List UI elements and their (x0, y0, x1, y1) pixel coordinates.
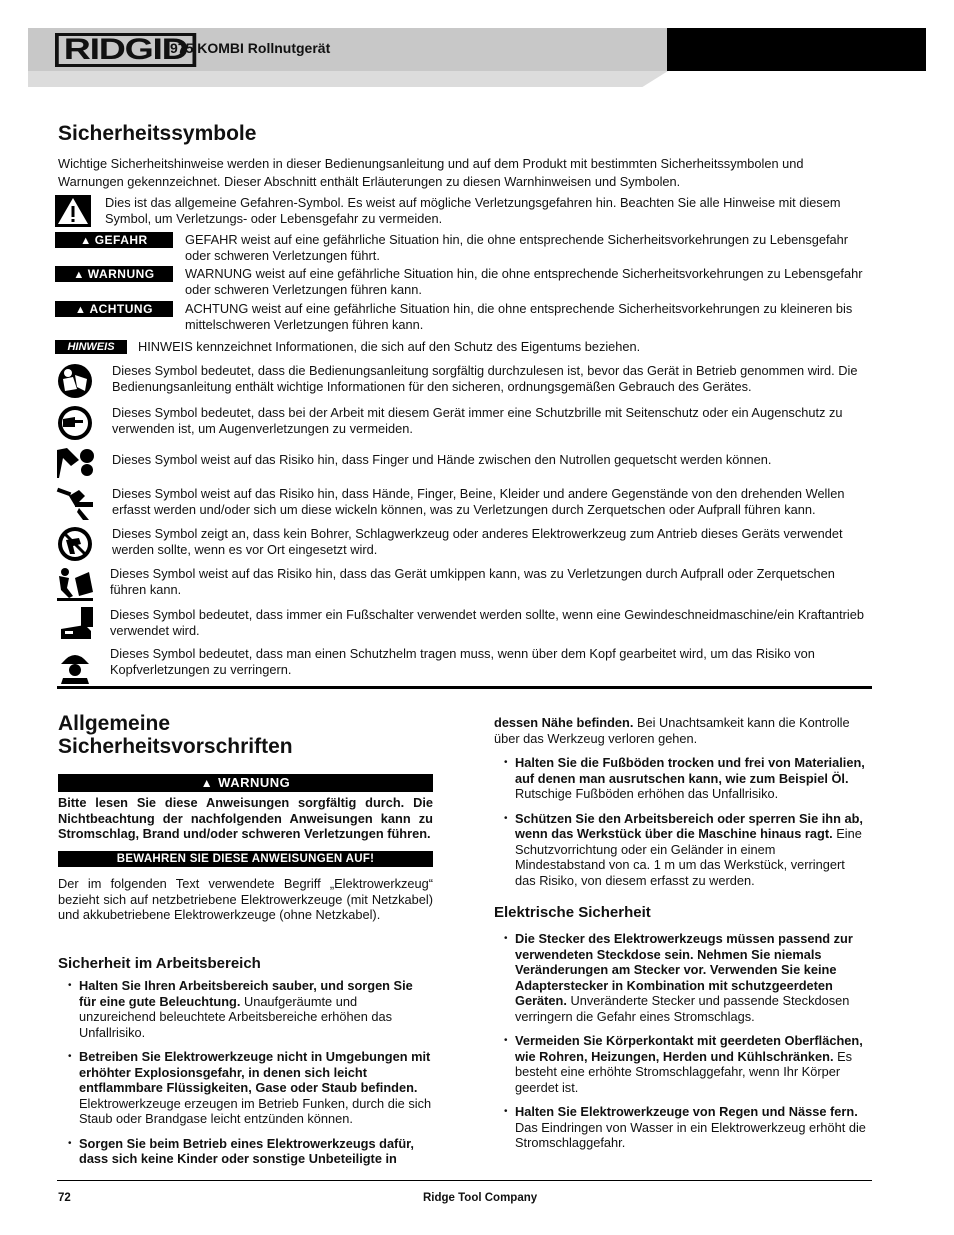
section-title-symbols: Sicherheitssymbole (58, 122, 257, 145)
definition-paragraph: Der im folgenden Text verwendete Begriff „Elektrowerkzeug“ bezieht sich auf netzbetriebene Elektrowerkzeuge (mit Netzkabel) und akkubetriebene Elektrowerkzeuge (ohne Netzkabel). (58, 876, 433, 922)
achtung-row (55, 301, 870, 333)
header-shadow (28, 71, 668, 87)
footer-company: Ridge Tool Company (423, 1192, 538, 1204)
warning-banner: ▲ WARNUNG (58, 774, 433, 792)
helmet-row (55, 646, 870, 684)
helmet-text: Dieses Symbol bedeutet, dass man einen Schutzhelm tragen muss, wenn über dem Kopf gearbeitet wird, um das Risiko von Kopfverletzungen zu verringern. (110, 646, 815, 677)
keep-instructions-banner: BEWAHREN SIE DIESE ANWEISUNGEN AUF! (58, 851, 433, 867)
foot-switch-icon (55, 607, 95, 643)
hinweis-badge: HINWEIS (55, 340, 127, 354)
entangle-row (55, 486, 870, 522)
list-item: • Halten Sie die Fußböden trocken und frei von Materialien, auf denen man ausrutschen kann, wie zum Beispiel Öl. Rutschige Fußböden erhöhen das Unfallrisiko. (494, 755, 868, 802)
ridgid-logo: RIDGID (55, 33, 196, 67)
hard-hat-icon (55, 646, 95, 684)
list-item: • Schützen Sie den Arbeitsbereich oder sperren Sie ihn ab, wenn das Werkstück über die Maschine hinaus ragt. Eine Schutzvorrichtung oder ein Geländer in einem Mindestabstand von ca. 1 m um das Werkstück, verringert das Risiko, von diesem erfasst zu werden. (494, 811, 868, 889)
work-area-list (58, 978, 433, 1176)
list-item: • Sorgen Sie beim Betrieb eines Elektrowerkzeugs dafür, dass sich keine Kinder oder sonstige Unbeteiligte in (58, 1136, 433, 1167)
nodrill-row (55, 526, 870, 562)
section-divider (57, 686, 872, 689)
list-item: • Die Stecker des Elektrowerkzeugs müssen passend zur verwendeten Steckdose sein. Nehmen Sie niemals Veränderungen am Stecker vor. Verwenden Sie keine Adapterstecker in Kombination mit schutzgeerdeten Geräten. Unveränderte Stecker und passende Steckdosen verringern die Gefahr eines Stromschlags. (494, 931, 868, 1024)
page-number: 72 (58, 1192, 71, 1204)
warnung-row (55, 266, 870, 298)
tip-over-icon (55, 566, 95, 602)
tip-text: Dieses Symbol weist auf das Risiko hin, dass das Gerät umkippen kann, was zu Verletzungen durch Aufprall oder Zerquetschen führen kann. (110, 566, 835, 597)
electrical-list (494, 931, 868, 1160)
list-item: dessen Nähe befinden. Bei Unachtsamkeit kann die Kontrolle über das Werkzeug verloren gehen. (494, 715, 850, 746)
entangle-text: Dieses Symbol weist auf das Risiko hin, dass Hände, Finger, Beine, Kleider und andere Gegenstände von den drehenden Wellen erfasst werden und/oder sich um diese wickeln können, was zu Verletzungen durch Zerquetschen oder Aufprall führen kann. (112, 486, 845, 517)
goggles-text: Dieses Symbol bedeutet, dass bei der Arbeit mit diesem Gerät immer eine Schutzbrille mit Seitenschutz oder ein Augenschutz zu verwenden ist, um Augenverletzungen zu vermeiden. (112, 405, 843, 436)
read-manual-icon (55, 363, 95, 399)
hazard-row (55, 195, 870, 229)
hinweis-text: HINWEIS kennzeichnet Informationen, die sich auf den Schutz des Eigentums beziehen. (138, 339, 641, 354)
gefahr-badge: ▲ GEFAHR (55, 232, 173, 248)
section-title-general: Allgemeine Sicherheitsvorschriften (58, 712, 293, 758)
hazard-text: Dies ist das allgemeine Gefahren-Symbol. Es weist auf mögliche Verletzungsgefahren hin. Beachten Sie alle Hinweise mit diesem Symbol, um Verletzungs- oder Lebensgefahr zu vermeiden. (105, 195, 841, 226)
list-item: • Vermeiden Sie Körperkontakt mit geerdeten Oberflächen, wie Rohren, Heizungen, Herden und Kühlschränken. Es besteht eine erhöhte Stromschlaggefahr, wenn Ihr Körper geerdet ist. (494, 1033, 868, 1095)
warning-triangle-icon: ▲ (73, 269, 85, 281)
finger-crush-icon (55, 444, 95, 480)
warning-triangle-icon: ▲ (75, 304, 87, 316)
warning-paragraph: Bitte lesen Sie diese Anweisungen sorgfältig durch. Die Nichtbeachtung der nachfolgenden Anweisungen kann zu Stromschlag, Brand und/oder schweren Verletzungen führen. (58, 795, 433, 841)
footer-rule (57, 1180, 872, 1181)
achtung-text: ACHTUNG weist auf eine gefährliche Situation hin, die ohne entsprechende Sicherheitsvorkehrungen zu kleineren bis mittelschweren Verletzungen führen kann. (185, 301, 853, 332)
warnung-badge: ▲ WARNUNG (55, 266, 173, 282)
manual-row (55, 363, 870, 399)
intro-text: Wichtige Sicherheitshinweise werden in dieser Bedienungsanleitung und auf dem Produkt mit bestimmten Sicherheitssymbolen und Warnungen gekennzeichnet. Dieser Abschnitt enthält Erläuterungen zu diesen Warnhinweisen und Symbolen. (58, 156, 804, 189)
warning-triangle-icon: ▲ (80, 235, 92, 247)
manual-text: Dieses Symbol bedeutet, dass die Bedienungsanleitung sorgfältig durchzulesen ist, bevor das Gerät in Betrieb genommen wird. Die Bedienungsanleitung enthält wichtige Informationen für den sicheren, ordnungsgemäßen Gebrauch des Gerätes. (112, 363, 858, 394)
warning-triangle-icon (55, 195, 91, 227)
gefahr-row (55, 232, 870, 264)
list-item: • Halten Sie Ihren Arbeitsbereich sauber, und sorgen Sie für eine gute Beleuchtung. Unaufgeräumte und unzureichend beleuchtete Arbeitsbereiche erhöhen das Unfallrisiko. (58, 978, 433, 1040)
nodrill-text: Dieses Symbol zeigt an, dass kein Bohrer, Schlagwerkzeug oder anderes Elektrowerkzeug zum Antrieb dieses Geräts verwendet werden sollte, wenn es vor Ort eingesetzt wird. (112, 526, 843, 557)
gefahr-text: GEFAHR weist auf eine gefährliche Situation hin, die ohne entsprechende Sicherheitsvorkehrungen zu Lebensgefahr oder schweren Verletzungen führt. (185, 232, 849, 263)
header-black-block (667, 28, 926, 71)
work-area-heading: Sicherheit im Arbeitsbereich (58, 955, 261, 972)
right-column (494, 715, 868, 897)
tip-row (55, 566, 870, 602)
safety-goggles-icon (55, 405, 95, 441)
achtung-badge: ▲ ACHTUNG (55, 301, 173, 317)
electrical-heading: Elektrische Sicherheit (494, 904, 651, 921)
warning-triangle-icon: ▲ (200, 776, 214, 790)
crush-text: Dieses Symbol weist auf das Risiko hin, dass Finger und Hände zwischen den Nutrollen gequetscht werden können. (112, 452, 772, 467)
foot-row (55, 607, 870, 643)
no-drill-icon (55, 526, 95, 562)
list-item: • Halten Sie Elektrowerkzeuge von Regen und Nässe fern. Das Eindringen von Wasser in ein Elektrowerkzeug erhöht die Stromschlaggefahr. (494, 1104, 868, 1151)
warnung-text: WARNUNG weist auf eine gefährliche Situation hin, die ohne entsprechende Sicherheitsvorkehrungen zu Lebensgefahr oder schweren Verletzungen führen kann. (185, 266, 863, 297)
entanglement-icon (55, 486, 95, 522)
crush-row (55, 444, 870, 480)
goggles-row (55, 405, 870, 441)
list-item: • Betreiben Sie Elektrowerkzeuge nicht in Umgebungen mit erhöhter Explosionsgefahr, in denen sich leicht entflammbare Flüssigkeiten, Gase oder Staub befinden. Elektrowerkzeuge erzeugen im Betrieb Funken, durch die sich Staub oder Brandgase leicht entzünden können. (58, 1049, 433, 1127)
header-title: 975 KOMBI Rollnutgerät (170, 40, 331, 56)
hinweis-row (55, 339, 870, 357)
foot-text: Dieses Symbol bedeutet, dass immer ein Fußschalter verwendet werden sollte, wenn eine Gewindeschneidmaschine/ein Kraftantrieb verwendet wird. (110, 607, 864, 638)
